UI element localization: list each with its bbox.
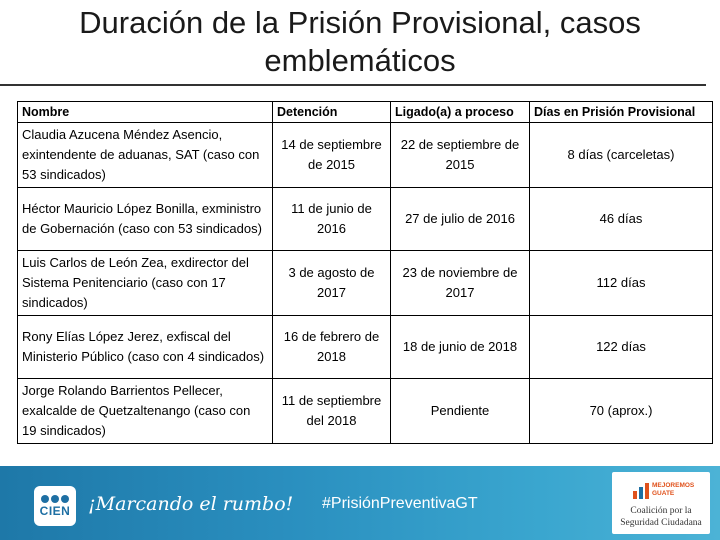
cell-ligado: 22 de septiembre de 2015 <box>391 123 530 188</box>
table-row <box>18 123 713 188</box>
cell-detencion: 3 de agosto de 2017 <box>273 251 391 316</box>
cell-detencion: 11 de septiembre del 2018 <box>273 379 391 444</box>
header-nombre: Nombre <box>18 102 273 123</box>
cell-nombre: Héctor Mauricio López Bonilla, exministro de Gobernación (caso con 53 sindicados) <box>18 188 273 251</box>
cell-detencion: 11 de junio de 2016 <box>273 188 391 251</box>
mejoremos-guate-text: MEJOREMOS GUATE <box>652 482 695 497</box>
header-detencion: Detención <box>273 102 391 123</box>
cell-ligado: 18 de junio de 2018 <box>391 316 530 379</box>
cell-nombre: Claudia Azucena Méndez Asencio, exintendente de aduanas, SAT (caso con 53 sindicados) <box>18 123 273 188</box>
header-ligado: Ligado(a) a proceso <box>391 102 530 123</box>
cell-dias: 70 (aprox.) <box>530 379 713 444</box>
cell-ligado: 23 de noviembre de 2017 <box>391 251 530 316</box>
table-header-row <box>18 102 713 123</box>
cell-dias: 122 días <box>530 316 713 379</box>
cell-nombre: Jorge Rolando Barrientos Pellecer, exalcalde de Quetzaltenango (caso con 19 sindicados) <box>18 379 273 444</box>
cien-logo-dots-icon <box>41 495 69 503</box>
cell-dias: 8 días (carceletas) <box>530 123 713 188</box>
table-row <box>18 251 713 316</box>
coalition-text: Coalición por la Seguridad Ciudadana <box>620 506 702 528</box>
cien-logo-text: CIEN <box>39 504 71 518</box>
title-line-1: Duración de la Prisión Provisional, casos <box>79 5 641 40</box>
table-row <box>18 316 713 379</box>
cell-dias: 46 días <box>530 188 713 251</box>
coalition-logo <box>612 472 710 534</box>
footer-band <box>0 466 720 540</box>
cien-logo <box>34 486 76 526</box>
title-divider <box>0 84 706 86</box>
cell-nombre: Rony Elías López Jerez, exfiscal del Ministerio Público (caso con 4 sindicados) <box>18 316 273 379</box>
cases-table <box>17 101 713 444</box>
header-dias: Días en Prisión Provisional <box>530 102 713 123</box>
cell-ligado: 27 de julio de 2016 <box>391 188 530 251</box>
cell-detencion: 14 de septiembre de 2015 <box>273 123 391 188</box>
slide-title <box>0 4 720 80</box>
footer-hashtag: #PrisiónPreventivaGT <box>322 495 478 512</box>
cell-ligado: Pendiente <box>391 379 530 444</box>
table-row <box>18 188 713 251</box>
cell-nombre: Luis Carlos de León Zea, exdirector del Sistema Penitenciario (caso con 17 sindicados) <box>18 251 273 316</box>
mejoremos-guate-icon <box>632 482 650 500</box>
cell-dias: 112 días <box>530 251 713 316</box>
table-row <box>18 379 713 444</box>
cell-detencion: 16 de febrero de 2018 <box>273 316 391 379</box>
title-line-2: emblemáticos <box>264 43 456 78</box>
footer-slogan: ¡Marcando el rumbo! <box>88 493 294 515</box>
